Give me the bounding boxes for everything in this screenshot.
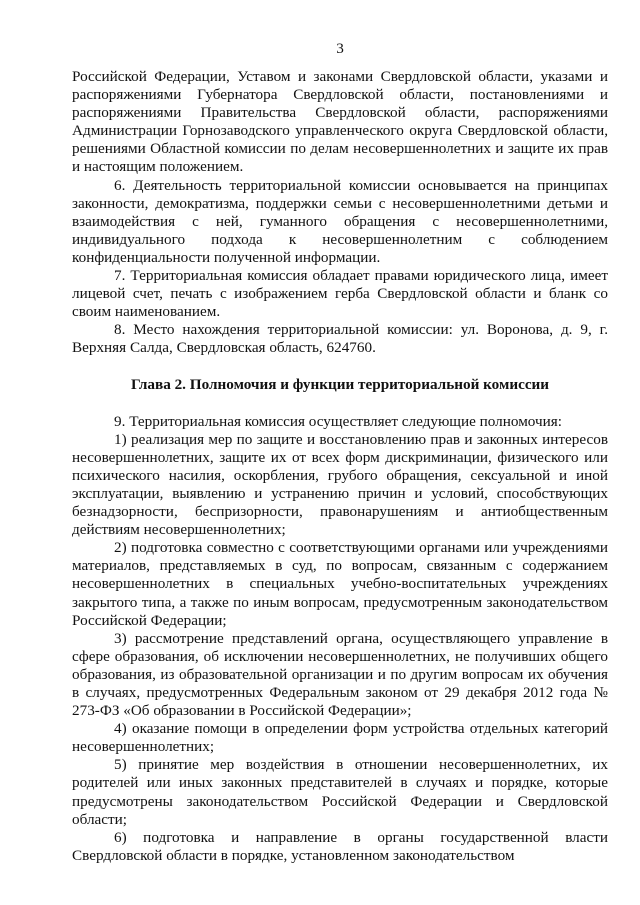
subitem-6: 6) подготовка и направление в органы государственной власти Свердловской области в порядке, установленном законодательством [72, 828, 608, 864]
chapter-heading: Глава 2. Полномочия и функции территориальной комиссии [130, 375, 550, 393]
paragraph-continuation: Российской Федерации, Уставом и законами Свердловской области, указами и распоряжениями Губернатора Свердловской области, постановлениями и распоряжениями Правительства Свердловской области, распоряжениями Администрации Горнозаводского управленческого округа Свердловской области, решениями Областной комиссии по делам несовершеннолетних и защите их прав и настоящим положением. [72, 68, 608, 176]
paragraph-item-6: 6. Деятельность территориальной комиссии основывается на принципах законности, демократизма, поддержки семьи с несовершеннолетними детьми и взаимодействия с ней, гуманного обращения с несовершеннолетними, индивидуального подхода к несовершеннолетним с соблюдением конфиденциальности полученной информации. [72, 176, 608, 266]
paragraph-item-9: 9. Территориальная комиссия осуществляет следующие полномочия: [114, 412, 562, 430]
subitem-3: 3) рассмотрение представлений органа, осуществляющего управление в сфере образования, об исключении несовершеннолетних, не получивших общего образования, из образовательной организации и по другим вопросам их обучения в случаях, предусмотренных Федеральным законом от 29 декабря 2012 года № 273-ФЗ «Об образовании в Российской Федерации»; [72, 629, 608, 720]
subitem-4: 4) оказание помощи в определении форм устройства отдельных категорий несовершеннолетних; [72, 720, 608, 756]
paragraph-item-7: 7. Территориальная комиссия обладает правами юридического лица, имеет лицевой счет, печать с изображением герба Свердловской области и бланк со своим наименованием. [72, 267, 608, 321]
subitem-5: 5) принятие мер воздействия в отношении несовершеннолетних, их родителей или иных законных представителей в случаях и порядке, которые предусмотрены законодательством Российской Федерации и Свердловской области; [72, 756, 608, 828]
paragraph-item-8: 8. Место нахождения территориальной комиссии: ул. Воронова, д. 9, г. Верхняя Салда, Свердловская область, 624760. [72, 321, 608, 357]
page-number: 3 [336, 40, 344, 57]
subitem-2: 2) подготовка совместно с соответствующими органами или учреждениями материалов, представляемых в суд, по вопросам, связанным с содержанием несовершеннолетних в специальных учебно-воспитательных учреждениях закрытого типа, а также по иным вопросам, предусмотренным законодательством Российской Федерации; [72, 539, 608, 629]
document-page [72, 40, 608, 865]
subitem-1: 1) реализация мер по защите и восстановлению прав и законных интересов несовершеннолетних, защите их от всех форм дискриминации, физического или психического насилия, оскорбления, грубого обращения, сексуальной и иной эксплуатации, выявлению и устранению причин и условий, способствующих безнадзорности, беспризорности, правонарушениям и антиобщественным действиям несовершеннолетних; [72, 430, 608, 539]
